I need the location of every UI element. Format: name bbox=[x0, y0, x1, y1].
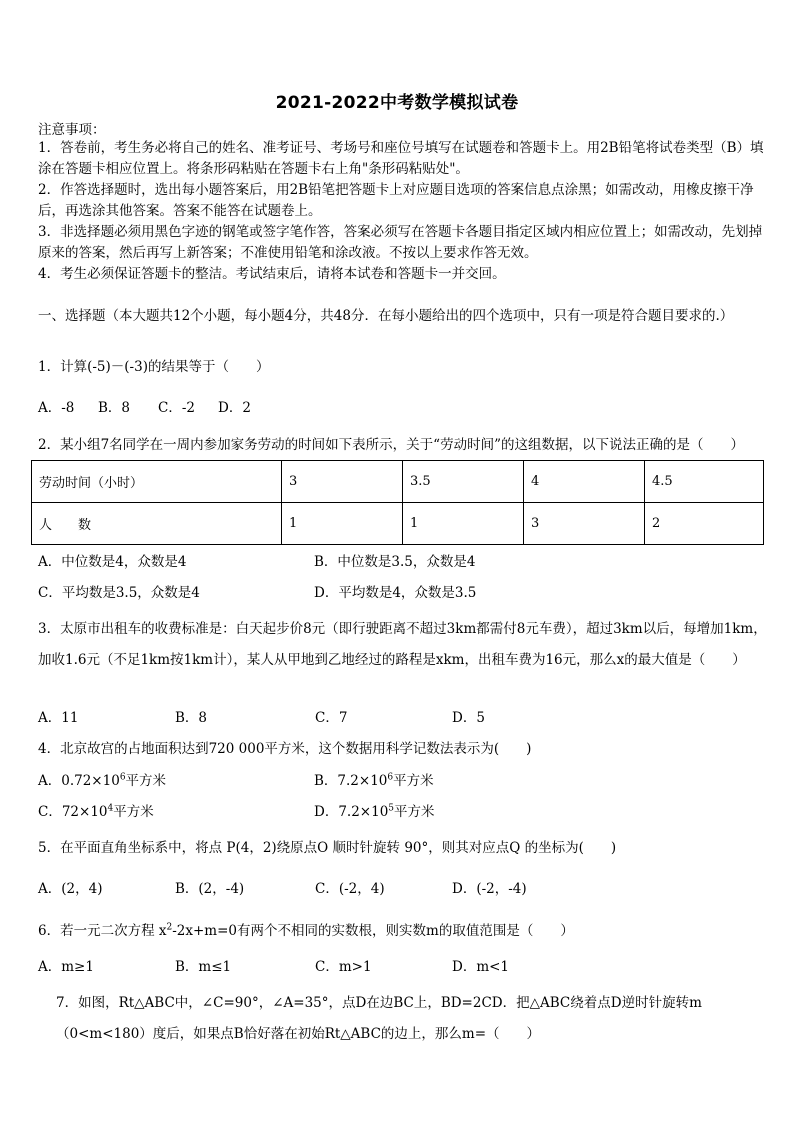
question-1-stem: 1．计算(-5)－(-3)的结果等于（ ） bbox=[38, 359, 270, 375]
notice-item-2: 2．作答选择题时，选出每小题答案后，用2B铅笔把答题卡上对应题目选项的答案信息点涂黑；如需改动，用橡皮擦干净后，再选涂其他答案。答案不能答在试题卷上。 bbox=[38, 182, 754, 219]
q3-option-a: A．11 bbox=[38, 710, 79, 726]
table-cell: 2 bbox=[645, 503, 764, 545]
table-row bbox=[32, 461, 764, 503]
q2-option-d: D．平均数是4，众数是3.5 bbox=[314, 585, 477, 601]
q3-option-c: C．7 bbox=[315, 710, 348, 726]
notice-heading: 注意事项： bbox=[38, 122, 106, 138]
question-5-stem: 5．在平面直角坐标系中，将点 P(4，2)绕原点O 顺时针旋转 90°，则其对应点Q 的坐标为( ) bbox=[38, 840, 617, 856]
table-cell: 4.5 bbox=[645, 461, 764, 503]
q3-option-d: D．5 bbox=[452, 710, 485, 726]
q2-option-b: B．中位数是3.5，众数是4 bbox=[314, 554, 476, 570]
notice-item-4: 4．考生必须保证答题卡的整洁。考试结束后，请将本试卷和答题卡一并交回。 bbox=[38, 266, 506, 282]
q1-option-a: A．-8 bbox=[38, 400, 75, 416]
table-cell: 1 bbox=[282, 503, 403, 545]
notice-item-3: 3．非选择题必须用黑色字迹的钢笔或签字笔作答，答案必须写在答题卡各题目指定区域内相应位置上；如需改动，先划掉原来的答案，然后再写上新答案；不准使用铅笔和涂改液。不按以上要求作答无效。 bbox=[38, 224, 763, 261]
page-title: 2021-2022中考数学模拟试卷 bbox=[275, 93, 519, 113]
q1-option-c: C．-2 bbox=[158, 400, 195, 416]
question-4-stem: 4．北京故宫的占地面积达到720 000平方米，这个数据用科学记数法表示为( ) bbox=[38, 741, 532, 757]
table-row bbox=[32, 503, 764, 545]
q6-option-b: B．m≤1 bbox=[175, 959, 232, 975]
table-cell: 1 bbox=[403, 503, 524, 545]
table-cell: 人 数 bbox=[32, 503, 282, 545]
section-heading: 一、选择题（本大题共12个小题，每小题4分，共48分．在每小题给出的四个选项中，只有一项是符合题目要求的.） bbox=[38, 308, 734, 324]
question-3-stem: 3．太原市出租车的收费标准是：白天起步价8元（即行驶距离不超过3km都需付8元车费），超过3km以后，每增加1km，加收1.6元（不足1km按1km计），某人从甲地到乙地经过的路程是xkm，出租车费为16元，那么x的最大值是（ ） bbox=[38, 621, 767, 668]
q4-option-d: D．$7.2\times 10^5$平方米 bbox=[314, 803, 435, 820]
q5-option-b: B．(2，-4) bbox=[175, 881, 245, 897]
q5-option-a: A．(2，4) bbox=[38, 881, 103, 897]
question-2-stem: 2．某小组7名同学在一周内参加家务劳动的时间如下表所示，关于“劳动时间”的这组数据，以下说法正确的是（ ） bbox=[38, 437, 744, 453]
q2-option-a: A．中位数是4，众数是4 bbox=[38, 554, 187, 570]
q6-option-d: D．m<1 bbox=[452, 959, 510, 975]
question-7-stem: 7．如图，Rt△ABC中，∠C=90°，∠A=35°，点D在边BC上，BD=2CD．把△ABC绕着点D逆时针旋转m（0<m<180）度后，如果点B恰好落在初始Rt△ABC的边上，那么m=（ ） bbox=[56, 995, 702, 1042]
table-cell: 劳动时间（小时） bbox=[32, 461, 282, 503]
table-cell: 4 bbox=[524, 461, 645, 503]
q5-option-c: C．(-2，4) bbox=[315, 881, 385, 897]
q2-option-c: C．平均数是3.5，众数是4 bbox=[38, 585, 200, 601]
q5-option-d: D．(-2，-4) bbox=[452, 881, 527, 897]
q4-option-a: A．$0.72\times 10^6$平方米 bbox=[38, 772, 167, 789]
q4-option-c: C．$72\times 10^4$平方米 bbox=[38, 803, 154, 820]
q4-option-b: B．$7.2\times 10^6$平方米 bbox=[314, 772, 434, 789]
labor-time-table bbox=[31, 460, 764, 545]
q6-option-c: C．m>1 bbox=[315, 959, 372, 975]
q1-option-b: B．8 bbox=[98, 400, 131, 416]
q3-option-b: B．8 bbox=[175, 710, 208, 726]
table-cell: 3 bbox=[282, 461, 403, 503]
table-cell: 3.5 bbox=[403, 461, 524, 503]
table-cell: 3 bbox=[524, 503, 645, 545]
question-6-stem: 6．若一元二次方程 $x^2-2x+m=0$有两个不相同的实数根，则实数m的取值范围是（ ） bbox=[38, 922, 574, 939]
notice-item-1: 1．答卷前，考生务必将自己的姓名、准考证号、考场号和座位号填写在试题卷和答题卡上。用2B铅笔将试卷类型（B）填涂在答题卡相应位置上。将条形码粘贴在答题卡右上角"条形码粘贴处"。 bbox=[38, 140, 764, 177]
q1-option-d: D．2 bbox=[218, 400, 251, 416]
q6-option-a: A．m≥1 bbox=[38, 959, 94, 975]
